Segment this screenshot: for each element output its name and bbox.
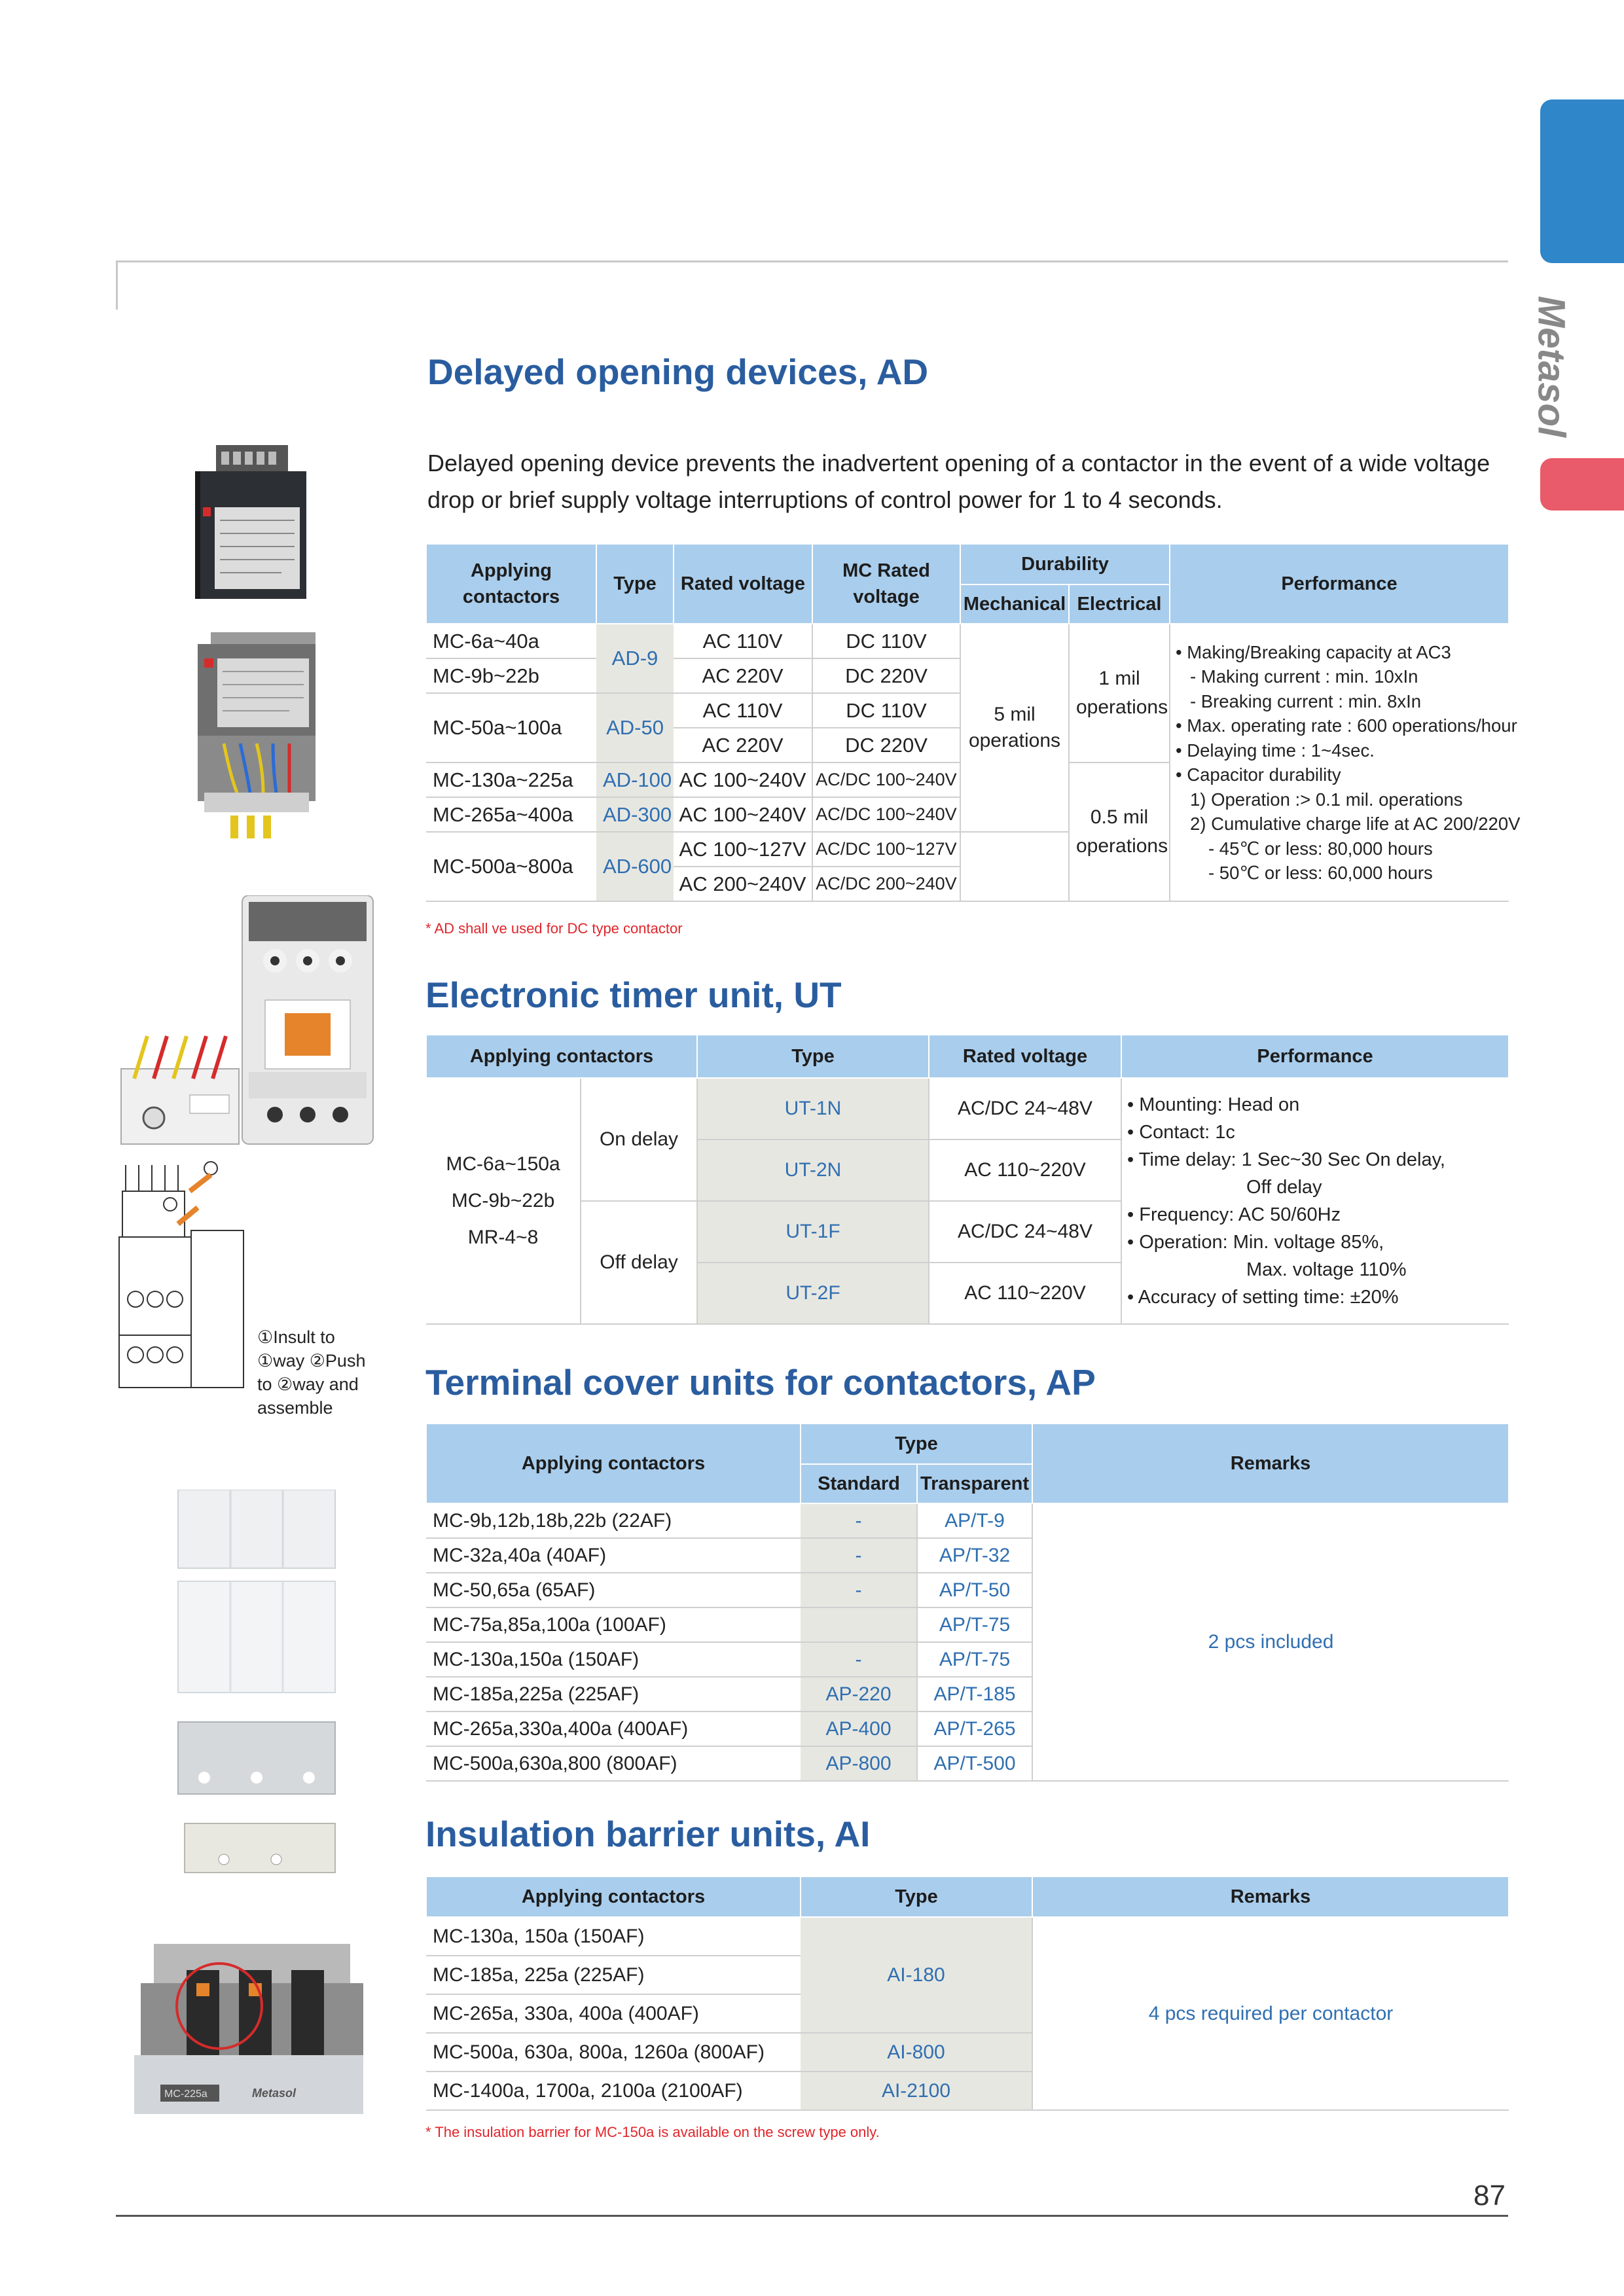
section-title-ap: Terminal cover units for contactors, AP [425, 1362, 1096, 1403]
ut-applying-line: MC-9b~22b [451, 1190, 555, 1211]
perf-line: - 50℃ or less: 60,000 hours [1208, 863, 1433, 883]
perf-line: - Making current : min. 10xIn [1190, 666, 1418, 687]
ad-mc-rated: AC/DC 100~240V [812, 797, 960, 832]
ad-mc-rated: AC/DC 200~240V [812, 867, 960, 901]
ad-wired-device-image [191, 632, 319, 842]
mc-label: MC-225a [164, 2089, 208, 2100]
ad-mc-rated: AC/DC 100~240V [812, 762, 960, 797]
ad-mc-rated: AC/DC 100~127V [812, 832, 960, 867]
section-title-ai: Insulation barrier units, AI [425, 1814, 871, 1854]
brand-vertical-label: Metasol [1530, 296, 1573, 437]
ut-performance [1121, 1078, 1509, 1324]
ap-transparent: AP/T-75 [917, 1607, 1032, 1642]
ap-applying: MC-500a,630a,800 (800AF) [426, 1746, 801, 1781]
header-rule-corner [116, 260, 118, 310]
ai-applying: MC-265a, 330a, 400a (400AF) [426, 1994, 801, 2033]
section-title-ad: Delayed opening devices, AD [427, 351, 929, 392]
header-rule [116, 260, 1508, 262]
page-number: 87 [1473, 2179, 1506, 2212]
perf-line: Max. voltage 110% [1246, 1259, 1407, 1280]
perf-line: • Contact: 1c [1127, 1122, 1235, 1143]
ad-electrical-1: 1 mil operations [1069, 624, 1170, 762]
ut-applying [426, 1078, 581, 1324]
table-row [426, 1917, 1509, 1956]
ap-standard: - [801, 1573, 917, 1607]
ai-header-remarks: Remarks [1032, 1876, 1509, 1917]
perf-line: 2) Cumulative charge life at AC 200/220V [1190, 814, 1521, 834]
ut-off-delay: Off delay [581, 1201, 697, 1324]
ap-header-transparent: Transparent [917, 1464, 1032, 1503]
perf-line: • Capacitor durability [1176, 764, 1341, 785]
perf-line: • Accuracy of setting time: ±20% [1127, 1287, 1399, 1308]
table-row [426, 1503, 1509, 1538]
terminal-cover-images [171, 1490, 342, 1882]
ut-header-performance: Performance [1121, 1035, 1509, 1078]
ai-remarks: 4 pcs required per contactor [1032, 1917, 1509, 2110]
ap-applying: MC-50,65a (65AF) [426, 1573, 801, 1607]
ad-header-type: Type [596, 544, 674, 624]
ut-type: UT-2N [697, 1139, 929, 1201]
assembly-caption: ①Insult to ①way ②Push to ②way and assemble [257, 1327, 366, 1418]
ut-header-applying: Applying contactors [426, 1035, 697, 1078]
ad-header-durability: Durability [960, 544, 1170, 584]
ap-transparent: AP/T-500 [917, 1746, 1032, 1781]
ut-on-delay: On delay [581, 1078, 697, 1201]
ut-rated: AC 110~220V [929, 1139, 1121, 1201]
ap-applying: MC-265a,330a,400a (400AF) [426, 1712, 801, 1746]
ap-transparent: AP/T-50 [917, 1573, 1032, 1607]
ap-applying: MC-185a,225a (225AF) [426, 1677, 801, 1712]
assembly-diagram-image [113, 1158, 260, 1417]
perf-line: • Mounting: Head on [1127, 1094, 1300, 1115]
ap-applying: MC-9b,12b,18b,22b (22AF) [426, 1503, 801, 1538]
ai-header-applying: Applying contactors [426, 1876, 801, 1917]
ap-header-standard: Standard [801, 1464, 917, 1503]
table-row [426, 1078, 1509, 1139]
ap-standard: AP-220 [801, 1677, 917, 1712]
ad-type: AD-50 [596, 693, 674, 762]
ai-table [425, 1876, 1509, 2111]
ap-remarks: 2 pcs included [1032, 1503, 1509, 1781]
ad-header-rated: Rated voltage [674, 544, 812, 624]
ai-footnote: * The insulation barrier for MC-150a is available on the screw type only. [425, 2124, 880, 2140]
ad-header-electrical: Electrical [1069, 584, 1170, 624]
ad-mechanical: 5 mil operations [960, 624, 1069, 832]
ad-mc-rated: DC 220V [812, 728, 960, 762]
ad-mc-rated: DC 110V [812, 693, 960, 728]
ut-rated: AC/DC 24~48V [929, 1078, 1121, 1139]
ai-applying: MC-185a, 225a (225AF) [426, 1956, 801, 1994]
ad-applying: MC-9b~22b [426, 658, 596, 693]
ut-table [425, 1034, 1509, 1325]
ai-type: AI-180 [801, 1917, 1032, 2033]
footer-rule [116, 2215, 1508, 2217]
ad-rated: AC 110V [674, 624, 812, 658]
ai-applying: MC-500a, 630a, 800a, 1260a (800AF) [426, 2033, 801, 2072]
ap-transparent: AP/T-9 [917, 1503, 1032, 1538]
ap-header-remarks: Remarks [1032, 1424, 1509, 1503]
table-row [426, 624, 1509, 658]
ad-type: AD-300 [596, 797, 674, 832]
ai-type: AI-800 [801, 2033, 1032, 2072]
ad-rated: AC 100~127V [674, 832, 812, 867]
ut-type: UT-1F [697, 1201, 929, 1263]
ad-applying: MC-50a~100a [426, 693, 596, 762]
section-intro-ad: Delayed opening device prevents the inadvertent opening of a contactor in the event of a wide voltage drop or brief supply voltage interruptions of control power for 1 to 4 seconds. [427, 450, 1490, 513]
ap-transparent: AP/T-32 [917, 1538, 1032, 1573]
ap-header-type: Type [801, 1424, 1032, 1464]
ad-rated: AC 200~240V [674, 867, 812, 901]
ap-header-applying: Applying contactors [426, 1424, 801, 1503]
ap-standard [801, 1607, 917, 1642]
ad-device-image [190, 445, 311, 605]
perf-line: • Making/Breaking capacity at AC3 [1176, 641, 1451, 662]
ai-applying: MC-1400a, 1700a, 2100a (2100AF) [426, 2072, 801, 2110]
ad-header-performance: Performance [1170, 544, 1509, 624]
ut-rated: AC 110~220V [929, 1263, 1121, 1324]
ut-type: UT-2F [697, 1263, 929, 1324]
perf-line: - 45℃ or less: 80,000 hours [1208, 838, 1433, 859]
ad-mc-rated: DC 220V [812, 658, 960, 693]
perf-line: • Operation: Min. voltage 85%, [1127, 1232, 1384, 1253]
perf-line: • Frequency: AC 50/60Hz [1127, 1204, 1341, 1225]
ap-standard: - [801, 1538, 917, 1573]
ad-performance [1170, 624, 1521, 901]
ad-type: AD-100 [596, 762, 674, 797]
perf-line: - Breaking current : min. 8xIn [1190, 691, 1422, 711]
perf-line: 1) Operation :> 0.1 mil. operations [1190, 789, 1463, 810]
ad-type: AD-9 [596, 624, 674, 693]
ad-mechanical-spacer [960, 832, 1069, 867]
ad-header-mechanical: Mechanical [960, 584, 1069, 624]
ad-rated: AC 100~240V [674, 797, 812, 832]
ap-standard: AP-400 [801, 1712, 917, 1746]
ap-standard: AP-800 [801, 1746, 917, 1781]
ut-type: UT-1N [697, 1078, 929, 1139]
ad-applying: MC-265a~400a [426, 797, 596, 832]
ap-table [425, 1423, 1509, 1782]
ad-mechanical-spacer [960, 867, 1069, 901]
ad-table [425, 543, 1521, 902]
ap-transparent: AP/T-265 [917, 1712, 1032, 1746]
ad-applying: MC-500a~800a [426, 832, 596, 901]
ad-header-mc: MC Rated voltage [812, 544, 960, 624]
ap-standard: - [801, 1642, 917, 1677]
perf-line: Off delay [1246, 1177, 1322, 1198]
ut-contactor-image [118, 895, 386, 1151]
ad-electrical-2: 0.5 mil operations [1069, 762, 1170, 901]
ad-applying: MC-6a~40a [426, 624, 596, 658]
perf-line: • Time delay: 1 Sec~30 Sec On delay, [1127, 1149, 1445, 1170]
ap-transparent: AP/T-75 [917, 1642, 1032, 1677]
ap-applying: MC-130a,150a (150AF) [426, 1642, 801, 1677]
section-title-ut: Electronic timer unit, UT [425, 975, 842, 1015]
ad-applying: MC-130a~225a [426, 762, 596, 797]
ai-applying: MC-130a, 150a (150AF) [426, 1917, 801, 1956]
ai-header-type: Type [801, 1876, 1032, 1917]
brand-tab-blue [1540, 99, 1624, 263]
ut-header-rated: Rated voltage [929, 1035, 1121, 1078]
ut-applying-line: MR-4~8 [467, 1227, 539, 1248]
ap-applying: MC-75a,85a,100a (100AF) [426, 1607, 801, 1642]
insulation-barrier-image [134, 1944, 363, 2121]
ut-header-type: Type [697, 1035, 929, 1078]
ad-rated: AC 220V [674, 658, 812, 693]
ad-rated: AC 110V [674, 693, 812, 728]
ap-applying: MC-32a,40a (40AF) [426, 1538, 801, 1573]
perf-line: • Delaying time : 1~4sec. [1176, 740, 1375, 761]
perf-line: • Max. operating rate : 600 operations/hour [1176, 715, 1517, 736]
ad-mc-rated: DC 110V [812, 624, 960, 658]
ad-footnote: * AD shall ve used for DC type contactor [425, 920, 683, 937]
ad-rated: AC 220V [674, 728, 812, 762]
brand-label: Metasol [252, 2087, 297, 2100]
ut-rated: AC/DC 24~48V [929, 1201, 1121, 1263]
brand-tab-red [1540, 458, 1624, 511]
ad-header-applying: Applying contactors [426, 544, 596, 624]
ai-type: AI-2100 [801, 2072, 1032, 2110]
ad-type: AD-600 [596, 832, 674, 901]
ap-standard: - [801, 1503, 917, 1538]
ap-transparent: AP/T-185 [917, 1677, 1032, 1712]
ad-rated: AC 100~240V [674, 762, 812, 797]
ut-applying-line: MC-6a~150a [446, 1153, 560, 1175]
